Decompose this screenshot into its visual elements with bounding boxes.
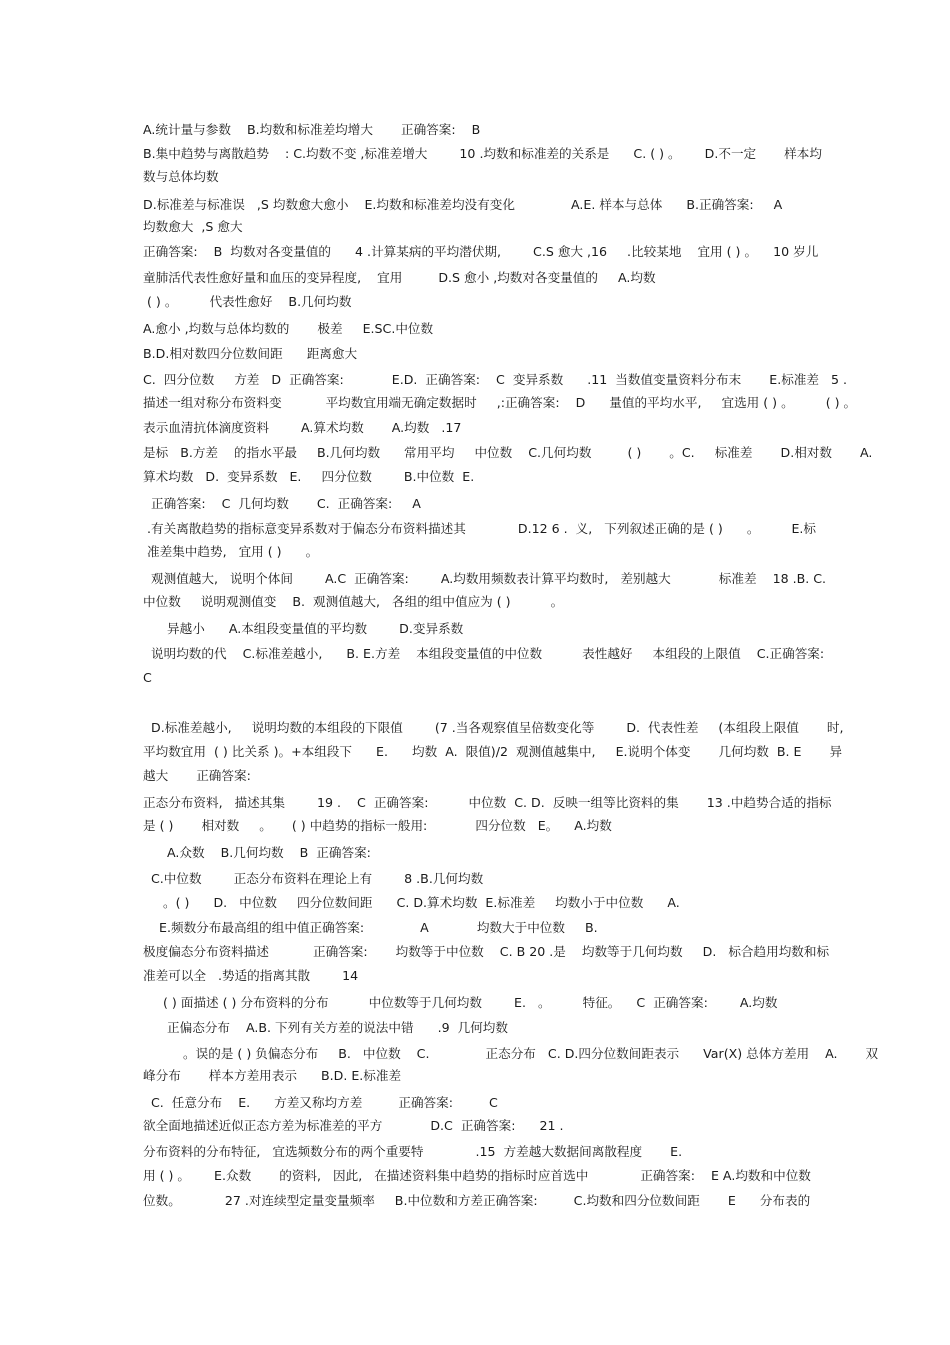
- text-line: 正态分布资料, 描述其集 19 . C 正确答案: 中位数 C. D. 反映一组等比资料的集 13 .中趋势合适的指标: [143, 795, 832, 810]
- text-line: 越大 正确答案:: [143, 768, 251, 783]
- text-line: .有关离散趋势的指标意变异系数对于偏态分布资料描述其 D.12 6 . 义, 下列叙述正确的是 ( ) 。 E.标: [143, 521, 817, 536]
- text-line: A.众数 B.几何均数 B 正确答案:: [143, 845, 371, 860]
- text-line: 观测值越大, 说明个体间 A.C 正确答案: A.均数用频数表计算平均数时, 差别越大 标准差 18 .B. C.: [143, 571, 827, 586]
- text-line: B.集中趋势与离散趋势 : C.均数不变 ,标准差增大 10 .均数和标准差的关系是 C. ( ) 。 D.不一定 样本均: [143, 146, 822, 161]
- text-line: 极度偏态分布资料描述 正确答案: 均数等于中位数 C. B 20 .是 均数等于几何均数 D. 标合趋用均数和标: [143, 944, 830, 959]
- text-line: B.D.相对数四分位数间距 距离愈大: [143, 346, 358, 361]
- text-line: 平均数宜用 ( ) 比关系 )。+本组段下 E. 均数 A. 限值)/2 观测值越集中, E.说明个体变 几何均数 B. E 异: [143, 744, 843, 759]
- text-line: 表示血清抗体滴度资料 A.算术均数 A.均数 .17: [143, 420, 462, 435]
- text-line: 准差集中趋势, 宜用 ( ) 。: [143, 544, 319, 559]
- text-line: C. 任意分布 E. 方差又称均方差 正确答案: C: [143, 1095, 498, 1110]
- text-line: 正偏态分布 A.B. 下列有关方差的说法中错 .9 几何均数: [143, 1020, 508, 1035]
- text-line: 正确答案: C 几何均数 C. 正确答案: A: [143, 496, 421, 511]
- text-line: 正确答案: B 均数对各变量值的 4 .计算某病的平均潜伏期, C.S 愈大 ,16 .比较某地 宜用 ( ) 。 10 岁儿: [143, 244, 819, 259]
- text-line: D.标准差与标准误 ,S 均数愈大愈小 E.均数和标准差均没有变化 A.E. 样本与总体 B.正确答案: A: [143, 197, 783, 212]
- text-line: E.频数分布最高组的组中值正确答案: A 均数大于中位数 B.: [143, 920, 598, 935]
- text-line: 算术均数 D. 变异系数 E. 四分位数 B.中位数 E.: [143, 469, 475, 484]
- text-line: 峰分布 样本方差用表示 B.D. E.标准差: [143, 1068, 402, 1083]
- text-line: 是 ( ) 相对数 。 ( ) 中趋势的指标一般用: 四分位数 E。 A.均数: [143, 818, 612, 833]
- text-line: 欲全面地描述近似正态方差为标准差的平方 D.C 正确答案: 21 .: [143, 1118, 564, 1133]
- text-line: 分布资料的分布特征, 宜选频数分布的两个重要特 .15 方差越大数据间离散程度 E.: [143, 1144, 683, 1159]
- text-line: 异越小 A.本组段变量值的平均数 D.变异系数: [143, 621, 464, 636]
- text-line: 均数愈大 ,S 愈大: [143, 219, 243, 234]
- text-line: D.标准差越小, 说明均数的本组段的下限值 (7 .当各观察值呈倍数变化等 D. 代表性差 (本组段上限值 时,: [143, 720, 844, 735]
- text-line: 童肺活代表性愈好量和血压的变异程度, 宜用 D.S 愈小 ,均数对各变量值的 A.均数: [143, 270, 656, 285]
- text-line: 数与总体均数: [143, 169, 219, 184]
- text-line: 。( ) D. 中位数 四分位数间距 C. D.算术均数 E.标准差 均数小于中位数 A.: [143, 895, 680, 910]
- text-line: C: [143, 670, 152, 685]
- text-line: 说明均数的代 C.标准差越小, B. E.方差 本组段变量值的中位数 表性越好 本组段的上限值 C.正确答案:: [143, 646, 825, 661]
- text-line: ( ) 。 代表性愈好 B.几何均数: [143, 294, 352, 309]
- text-line: 用 ( ) 。 E.众数 的资料, 因此, 在描述资料集中趋势的指标时应首选中 正确答案: E A.均数和中位数: [143, 1168, 811, 1183]
- text-line: 位数。 27 .对连续型定量变量频率 B.中位数和方差正确答案: C.均数和四分位数间距 E 分布表的: [143, 1193, 811, 1208]
- text-line: 描述一组对称分布资料变 平均数宜用端无确定数据时 ,:正确答案: D 量值的平均水平, 宜选用 ( ) 。 ( ) 。: [143, 395, 857, 410]
- text-line: C.中位数 正态分布资料在理论上有 8 .B.几何均数: [143, 871, 484, 886]
- text-line: A.愈小 ,均数与总体均数的 极差 E.SC.中位数: [143, 321, 434, 336]
- text-line: A.统计量与参数 B.均数和标准差均增大 正确答案: B: [143, 122, 481, 137]
- text-line: ( ) 面描述 ( ) 分布资料的分布 中位数等于几何均数 E. 。 特征。 C 正确答案: A.均数: [143, 995, 778, 1010]
- text-line: C. 四分位数 方差 D 正确答案: E.D. 正确答案: C 变异系数 .11 当数值变量资料分布末 E.标准差 5 .: [143, 372, 848, 387]
- text-line: 准差可以全 .势适的指离其散 14: [143, 968, 359, 983]
- text-line: 。误的是 ( ) 负偏态分布 B. 中位数 C. 正态分布 C. D.四分位数间距表示 Var(X) 总体方差用 A. 双: [143, 1046, 879, 1061]
- text-line: 是标 B.方差 的指水平最 B.几何均数 常用平均 中位数 C.几何均数 ( ) 。C. 标准差 D.相对数 A.: [143, 445, 873, 460]
- text-line: 中位数 说明观测值变 B. 观测值越大, 各组的组中值应为 ( ) 。: [143, 594, 564, 609]
